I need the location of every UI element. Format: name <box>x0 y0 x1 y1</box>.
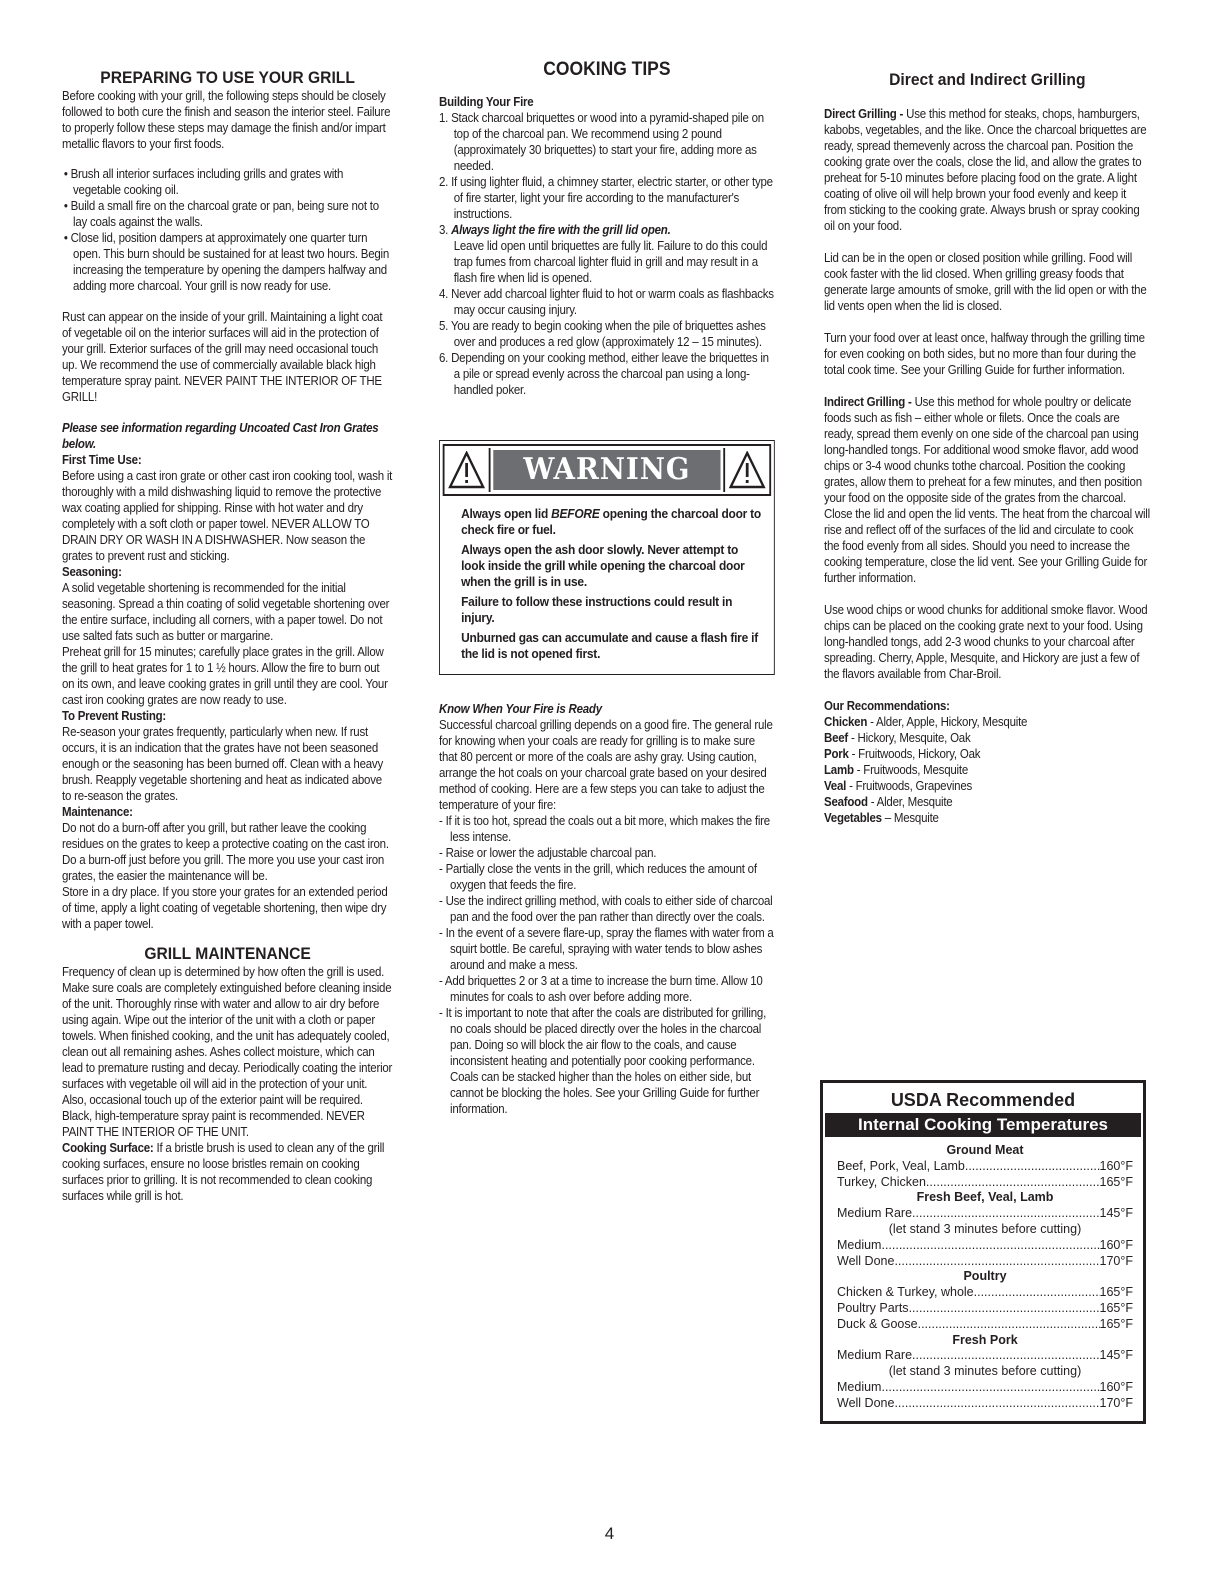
usda-item: Medium Rare <box>837 1348 913 1363</box>
direct-indirect-title: Direct and Indirect Grilling <box>889 70 1086 89</box>
cooking-surface-heading: Cooking Surface: <box>62 1141 154 1155</box>
maintenance-heading: Maintenance: <box>62 805 133 819</box>
usda-temp: 165°F <box>1099 1300 1133 1315</box>
fire-adjust-item: - It is important to note that after the coals are distributed for grilling, no coals should be placed directly over the holes in the charcoal pan. Doing so will block the air flow to the coals, and cause inconsistent heating and potentially poor cooking performance. Coals can be stacked higher than the holes on either side, but cannot be blocking the holes. See your Grilling Guide for further information. <box>439 1006 767 1116</box>
first-use-heading: First Time Use: <box>62 453 142 467</box>
rusting-text: Re-season your grates frequently, particularly when new. If rust occurs, it is an indication that the grates have not been seasoned enough or the seasoning has been burned off. Clean with a heavy brush. Reapply vegetable shortening and heat as indicated above to re-season the grates. <box>62 725 383 803</box>
usda-item: Turkey, Chicken <box>837 1174 926 1189</box>
usda-row <box>837 1285 1133 1301</box>
warning-item <box>461 506 762 538</box>
recommendation-item <box>824 778 1151 794</box>
usda-body <box>823 1137 1143 1412</box>
usda-note: (let stand 3 minutes before cutting) <box>888 1364 1082 1379</box>
usda-temp: 170°F <box>1099 1253 1133 1268</box>
rec-meat: Pork <box>824 747 849 761</box>
preparing-bullets <box>62 166 393 294</box>
usda-temp: 145°F <box>1099 1206 1133 1221</box>
usda-item: Medium <box>837 1237 882 1252</box>
usda-temp: 165°F <box>1099 1285 1133 1300</box>
rec-woods: - Alder, Mesquite <box>867 795 953 809</box>
cooking-surface-text: If a bristle brush is used to clean any of the grill cooking surfaces, ensure no loose bristles remain on cooking surfaces prior to grilling. It is not recommended to clean cooking surfaces while grill is hot. <box>62 1141 385 1203</box>
direct-grilling-paragraph <box>824 106 1151 234</box>
recommendation-item <box>824 746 1151 762</box>
fire-adjust-item: - Raise or lower the adjustable charcoal pan. <box>439 846 657 860</box>
step-number: 3. <box>439 223 452 237</box>
usda-row <box>837 1254 1133 1270</box>
warning-header <box>443 444 771 496</box>
fire-adjust-list <box>439 813 775 1117</box>
fire-step: 1. Stack charcoal briquettes or wood into a pyramid-shaped pile on top of the charcoal pan. We recommend using 2 pound (approximately 30 briquettes) to start your fire, adding more as needed. <box>439 111 764 173</box>
usda-item: Medium <box>837 1379 882 1394</box>
usda-temperature-table <box>820 1080 1146 1424</box>
warning-item: Unburned gas can accumulate and cause a flash fire if the lid is not opened first. <box>461 630 758 661</box>
rec-meat: Lamb <box>824 763 854 777</box>
usda-row <box>837 1396 1133 1412</box>
preparing-bullet: • Build a small fire on the charcoal grate or pan, being sure not to lay coals against the walls. <box>63 199 379 229</box>
step-emphasis: Always light the fire with the grill lid open. <box>451 223 671 237</box>
rust-paragraph: Rust can appear on the inside of your grill. Maintaining a light coat of vegetable oil on the interior surfaces will aid in the protection of your grill. Exterior surfaces of the grill may need occasional touch up. We recommend the use of commercially available black high temperature spray paint. NEVER PAINT THE INTERIOR OF THE GRILL! <box>62 310 383 404</box>
fire-adjust-item: - If it is too hot, spread the coals out a bit more, which makes the fire less intense. <box>439 814 770 844</box>
direct-grilling-text: Use this method for steaks, chops, hamburgers, kabobs, vegetables, and the like. Once the charcoal briquettes are ready, spread themevenly across the charcoal pan. Position the cooking grate over the coals, close the lid, and allow the grates to preheat for 5-10 minutes before placing food on the grate. A light coating of olive oil will help brown your food evenly and keep it from sticking to the cooking grate. Always brush or spray cooking oil on your food. <box>824 107 1147 233</box>
rec-meat: Beef <box>824 731 849 745</box>
fire-step: 2. If using lighter fluid, a chimney starter, electric starter, or other type of fire starter, light your fire according to the manufacturer's instructions. <box>439 175 773 221</box>
warning-item: Failure to follow these instructions could result in injury. <box>461 594 733 625</box>
turn-food-paragraph: total cook time. See your Grilling Guide for further information. <box>824 363 1125 377</box>
preparing-bullet: • Brush all interior surfaces including grills and grates with vegetable cooking oil. <box>63 167 344 197</box>
warning-triangle-icon <box>723 448 769 492</box>
rec-meat: Chicken <box>824 715 868 729</box>
maintenance-text: Do not do a burn-off after you grill, but rather leave the cooking residues on the grates to keep a protective coating on the cast iron. Do a burn-off just before you grill. The more you use your cast iron grates, the easier the maintenance will be. <box>62 821 389 883</box>
page-number: 4 <box>604 1524 615 1543</box>
usda-item: Duck & Goose <box>837 1316 918 1331</box>
rec-woods: – Mesquite <box>881 811 939 825</box>
rec-meat: Veal <box>824 779 847 793</box>
usda-temp: 170°F <box>1099 1395 1133 1410</box>
usda-item: Well Done <box>837 1395 895 1410</box>
warning-fragment: opening the charcoal door to check fire or fuel. <box>461 506 762 537</box>
usda-temp: 165°F <box>1099 1316 1133 1331</box>
fire-adjust-item: - Add briquettes 2 or 3 at a time to increase the burn time. Allow 10 minutes for coals to ash over before adding more. <box>439 974 763 1004</box>
usda-item: Beef, Pork, Veal, Lamb <box>837 1158 965 1173</box>
usda-group-heading: Fresh Pork <box>952 1332 1018 1347</box>
step-text: Leave lid open until briquettes are fully lit. Failure to do this could trap fumes from charcoal lighter fluid in grill and may result in a flash fire when lid is opened. <box>453 239 768 285</box>
usda-row <box>837 1159 1133 1175</box>
direct-grilling-heading: Direct Grilling - <box>824 107 907 121</box>
warning-box <box>439 440 775 675</box>
warning-fragment: Always open lid <box>461 506 552 521</box>
usda-temp: 160°F <box>1099 1237 1133 1252</box>
recommendation-item <box>824 714 1151 730</box>
rec-woods: - Fruitwoods, Mesquite <box>853 763 968 777</box>
grill-maintenance-title: GRILL MAINTENANCE <box>144 944 311 963</box>
fire-step: 4. Never add charcoal lighter fluid to hot or warm coals as flashbacks may occur causing injury. <box>439 287 774 317</box>
usda-group-heading: Fresh Beef, Veal, Lamb <box>916 1190 1054 1205</box>
indirect-grilling-text: Use this method for whole poultry or delicate foods such as fish – either whole or filets. Once the coals are ready, spread them evenly on one side of the charcoal pan using long-handled tongs. For additional wood smoke flavor, add wood chips or 3-4 wood chunks tothe charcoal. Position the cooking grates, allow them to preheat for a few minutes, and then position your food on the opposite side of the grates from the charcoal. Close the lid and open the lid vents. The heat from the charcoal will rise and reflect off of the surfaces of the lid and circulate to cook the food evenly from all sides. Should you need to increase the cooking temperature, close the lid vent. See your Grilling Guide for further information. <box>824 395 1150 585</box>
usda-title: USDA Recommended <box>890 1090 1076 1110</box>
middle-column <box>439 60 775 1117</box>
usda-row <box>837 1206 1133 1222</box>
fire-step <box>439 222 775 286</box>
rec-woods: - Fruitwoods, Grapevines <box>846 779 973 793</box>
usda-item: Poultry Parts <box>837 1300 909 1315</box>
warning-text <box>443 496 771 662</box>
cast-iron-note: Please see information regarding Uncoated Cast Iron Grates below. <box>62 421 379 451</box>
preparing-title: PREPARING TO USE YOUR GRILL <box>100 68 355 87</box>
rec-woods: - Fruitwoods, Hickory, Oak <box>848 747 981 761</box>
first-use-text: Before using a cast iron grate or other cast iron cooking tool, wash it thoroughly with a mild dishwashing liquid to remove the protective wax coating applied for shipping. Rinse with hot water and dry completely with a soft cloth or paper towel. NEVER ALLOW TO DRAIN DRY OR WASH IN A DISHWASHER. Now season the grates to prevent rust and sticking. <box>62 469 393 563</box>
preparing-intro: Before cooking with your grill, the following steps should be closely followed to both cure the finish and season the interior steel. Failure to properly follow these steps may damage the finish and/or impart metallic flavors to your first foods. <box>62 89 391 151</box>
rusting-heading: To Prevent Rusting: <box>62 709 167 723</box>
cooking-tips-title: COOKING TIPS <box>543 59 671 80</box>
rec-meat: Vegetables <box>824 811 882 825</box>
usda-temp: 160°F <box>1099 1158 1133 1173</box>
seasoning-heading: Seasoning: <box>62 565 122 579</box>
recommendation-item <box>824 730 1151 746</box>
usda-row <box>837 1317 1133 1333</box>
fire-adjust-item: - Use the indirect grilling method, with coals to either side of charcoal pan and the food over the pan rather than directly over the coals. <box>439 894 773 924</box>
rec-woods: - Hickory, Mesquite, Oak <box>848 731 971 745</box>
warning-label: WARNING <box>493 450 720 490</box>
seasoning-text: A solid vegetable shortening is recommended for the initial seasoning. Spread a thin coating of solid vegetable shortening over the entire surface, including all corners, with a paper towel. Do not use salted fats such as butter or margarine. <box>62 581 390 643</box>
recommendation-item <box>824 762 1151 778</box>
usda-temp: 165°F <box>1099 1174 1133 1189</box>
fire-step: 5. You are ready to begin cooking when the pile of briquettes ashes over and produces a red glow (approximately 12 – 15 minutes). <box>439 319 766 349</box>
usda-group-heading: Poultry <box>963 1269 1007 1284</box>
usda-temp: 145°F <box>1099 1348 1133 1363</box>
warning-emphasis: BEFORE <box>551 506 600 521</box>
turn-food-paragraph: Turn your food over at least once, halfway through the grilling time for even cooking on both sides, but no more than four during the <box>824 331 1145 361</box>
usda-item: Well Done <box>837 1253 895 1268</box>
recommendation-item <box>824 810 1151 826</box>
maintenance-text: Store in a dry place. If you store your grates for an extended period of time, apply a light coating of vegetable shortening, then wipe dry with a paper towel. <box>62 885 388 931</box>
usda-temp: 160°F <box>1099 1379 1133 1394</box>
rec-meat: Seafood <box>824 795 868 809</box>
fire-step: 6. Depending on your cooking method, either leave the briquettes in a pile or spread evenly across the charcoal pan using a long-handled poker. <box>439 351 769 397</box>
usda-item: Medium Rare <box>837 1206 913 1221</box>
usda-group-heading: Ground Meat <box>946 1143 1024 1157</box>
recommendation-list <box>824 714 1151 826</box>
usda-subtitle: Internal Cooking Temperatures <box>825 1113 1141 1137</box>
usda-row <box>837 1380 1133 1396</box>
fire-adjust-item: - In the event of a severe flare-up, spray the flames with water from a squirt bottle. Be careful, spraying with water tends to blow ashes around and make a mess. <box>439 926 774 972</box>
usda-row <box>837 1348 1133 1364</box>
right-column <box>824 70 1151 826</box>
cooking-surface-paragraph <box>62 1140 393 1204</box>
rec-woods: - Alder, Apple, Hickory, Mesquite <box>867 715 1028 729</box>
usda-row <box>837 1175 1133 1191</box>
warning-triangle-icon <box>445 448 491 492</box>
building-fire-heading: Building Your Fire <box>439 95 534 109</box>
seasoning-text: Preheat grill for 15 minutes; carefully place grates in the grill. Allow the grill to heat grates for 1 to 1 ½ hours. Allow the fire to burn out on its own, and leave cooking grates in grill until they are cool. Your cast iron cooking grates are now ready to use. <box>62 645 388 707</box>
recommendations-heading: Our Recommendations: <box>824 699 950 713</box>
fire-steps <box>439 110 775 398</box>
fire-adjust-item: - Partially close the vents in the grill, which reduces the amount of oxygen that feeds the fire. <box>439 862 757 892</box>
recommendation-item <box>824 794 1151 810</box>
warning-item: Always open the ash door slowly. Never attempt to look inside the grill while opening the charcoal door when the grill is in use. <box>461 542 745 589</box>
left-column <box>62 68 393 1204</box>
usda-item: Chicken & Turkey, whole <box>837 1285 974 1300</box>
preparing-bullet: • Close lid, position dampers at approximately one quarter turn open. This burn should be sustained for at least two hours. Begin increasing the temperature by opening the dampers halfway and adding more charcoal. Your grill is now ready for use. <box>63 231 390 293</box>
indirect-grilling-heading: Indirect Grilling - <box>824 395 915 409</box>
usda-row <box>837 1301 1133 1317</box>
wood-chips-paragraph: Use wood chips or wood chunks for additional smoke flavor. Wood chips can be placed on the cooking grate next to your food. Using long-handled tongs, add 2-3 wood chunks to your charcoal after spreading. Cherry, Apple, Mesquite, and Hickory are just a few of the flavors available from Char-Broil. <box>824 603 1148 681</box>
usda-note: (let stand 3 minutes before cutting) <box>888 1221 1082 1236</box>
indirect-grilling-paragraph <box>824 394 1151 586</box>
fire-ready-heading: Know When Your Fire is Ready <box>439 702 602 716</box>
fire-ready-text: Successful charcoal grilling depends on a good fire. The general rule for knowing when your coals are ready for grilling is to make sure that 80 percent or more of the coals are ashy gray. Using caution, arrange the hot coals on your charcoal grate based on your desired method of cooking. Here are a few steps you can take to adjust the temperature of your fire: <box>439 718 773 812</box>
lid-paragraph: Lid can be in the open or closed position while grilling. Food will cook faster with the lid closed. When grilling greasy foods that generate large amounts of smoke, grill with the lid open or with the lid vents open when the lid is closed. <box>824 251 1147 313</box>
grill-maintenance-text: Frequency of clean up is determined by how often the grill is used. Make sure coals are completely extinguished before cleaning inside of the unit. Thoroughly rinse with water and allow to air dry before using again. Wipe out the interior of the unit with a cloth or paper towels. When finished cooking, and the unit has adequately cooled, clean out all remaining ashes. Ashes collect moisture, which can lead to premature rusting and decay. Periodically coating the interior surfaces with vegetable oil will aid in the protection of your unit. Also, occasional touch up of the exterior paint will be required. Black, high-temperature spray paint is recommended. NEVER PAINT THE INTERIOR OF THE UNIT. <box>62 965 393 1139</box>
usda-row <box>837 1238 1133 1254</box>
